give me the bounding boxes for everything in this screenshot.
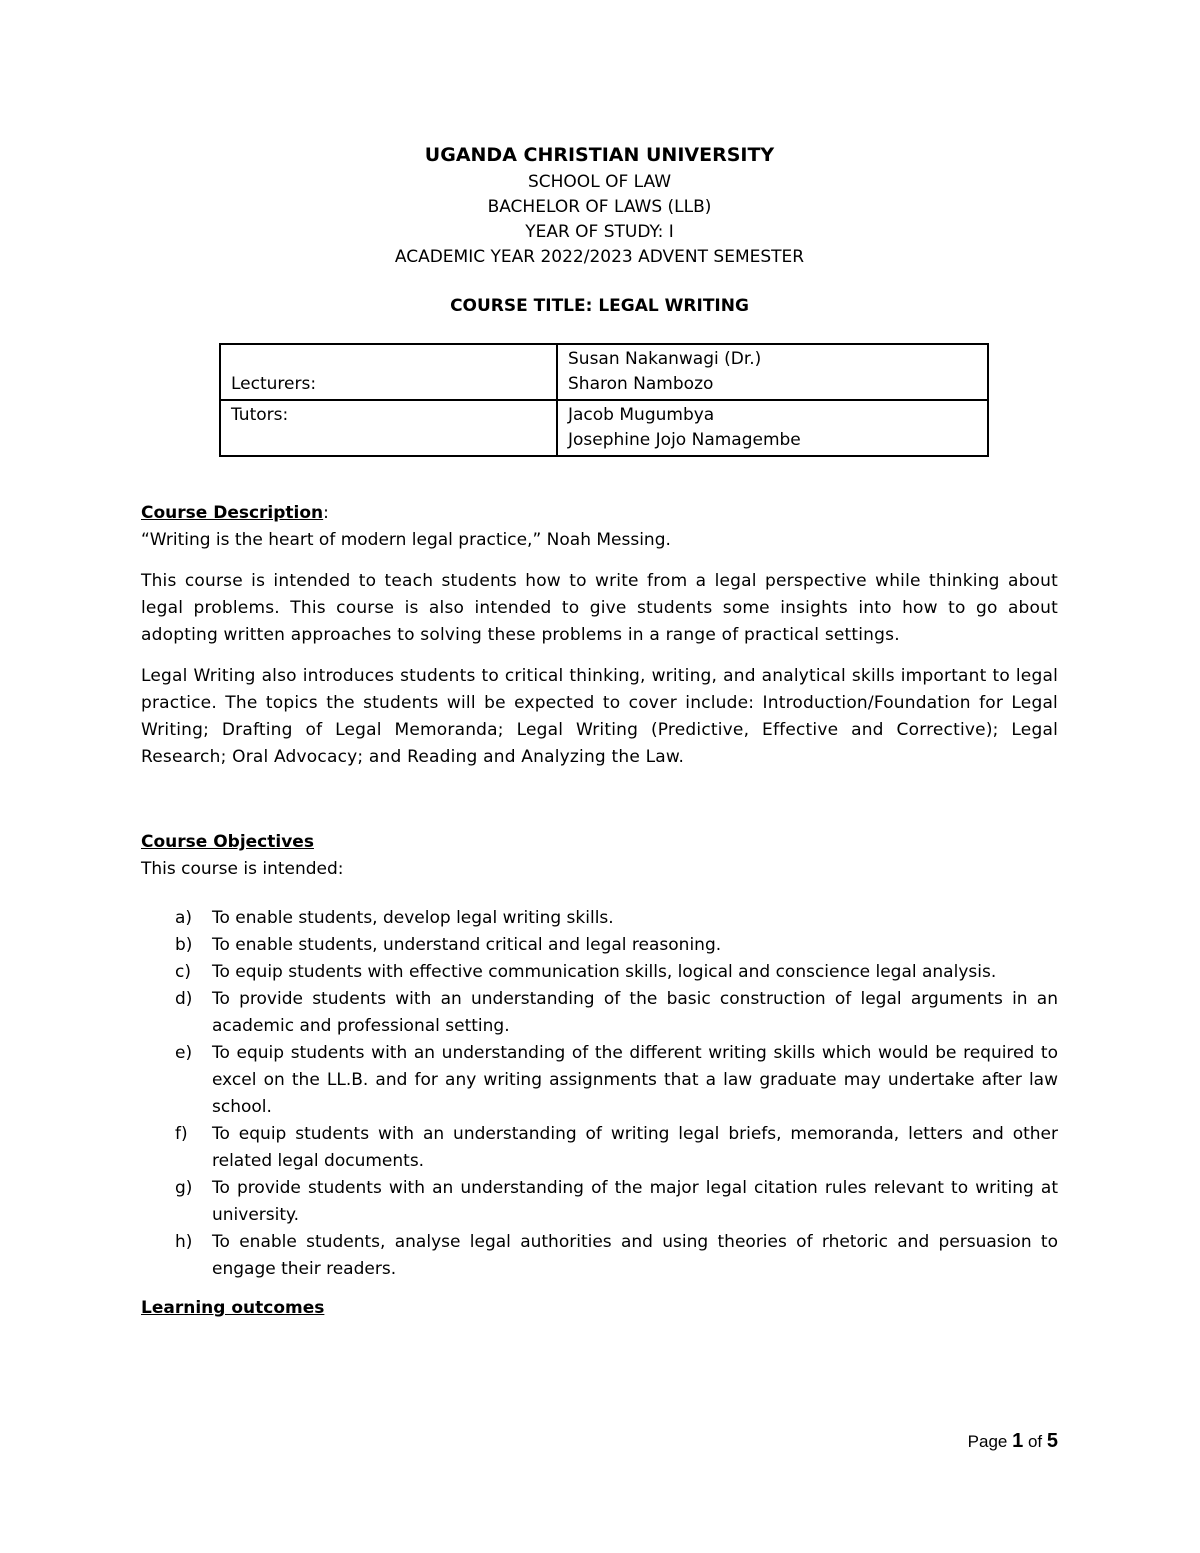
academic-year: ACADEMIC YEAR 2022/2023 ADVENT SEMESTER bbox=[394, 247, 805, 267]
course-description-heading: Course Description bbox=[141, 503, 324, 523]
university-name: UGANDA CHRISTIAN UNIVERSITY bbox=[424, 144, 775, 166]
page-word: Page bbox=[967, 1432, 1008, 1451]
tutor-name: Jacob Mugumbya bbox=[568, 405, 715, 425]
document-body bbox=[141, 500, 1058, 1322]
list-item-text: To enable students, understand critical and legal reasoning. bbox=[212, 935, 722, 955]
page-total: 5 bbox=[1046, 1430, 1058, 1452]
list-item bbox=[141, 986, 1058, 1040]
tutor-name: Josephine Jojo Namagembe bbox=[568, 430, 801, 450]
list-marker: f) bbox=[175, 1124, 188, 1144]
of-word: of bbox=[1027, 1432, 1043, 1451]
list-item-text: To provide students with an understanding of the major legal citation rules relevant to writing at university. bbox=[212, 1178, 1058, 1225]
list-item-text: To equip students with an understanding of the different writing skills which would be required to excel on the LL.B. and for any writing assignments that a law graduate may undertake after law school. bbox=[212, 1043, 1058, 1117]
list-item bbox=[141, 905, 1058, 932]
list-item-text: To enable students, develop legal writing skills. bbox=[212, 908, 614, 928]
list-item bbox=[141, 1229, 1058, 1283]
list-item bbox=[141, 932, 1058, 959]
list-item-text: To enable students, analyse legal authorities and using theories of rhetoric and persuasion to engage their readers. bbox=[212, 1232, 1058, 1279]
list-marker: a) bbox=[175, 908, 193, 928]
list-marker: e) bbox=[175, 1043, 193, 1063]
document-header bbox=[141, 140, 1058, 319]
course-description-heading-line bbox=[141, 500, 1058, 527]
programme-name: BACHELOR OF LAWS (LLB) bbox=[487, 197, 712, 217]
lecturers-row bbox=[220, 344, 988, 400]
learning-outcomes-heading: Learning outcomes bbox=[141, 1298, 325, 1318]
lecturers-cell bbox=[557, 344, 988, 400]
lecturer-name: Sharon Nambozo bbox=[568, 374, 714, 394]
description-paragraph: Legal Writing also introduces students to critical thinking, writing, and analytical skills important to legal practice. The topics the students will be expected to cover include: Introduction/Foundation for Legal Writing; Drafting of Legal Memoranda; Legal Writing (Predictive, Effective and Corrective); Legal Research; Oral Advocacy; and Reading and Analyzing the Law. bbox=[141, 666, 1058, 767]
description-quote: “Writing is the heart of modern legal practice,” Noah Messing. bbox=[141, 530, 671, 550]
list-item bbox=[141, 1175, 1058, 1229]
tutors-label: Tutors: bbox=[220, 400, 557, 456]
list-marker: g) bbox=[175, 1178, 193, 1198]
list-item-text: To provide students with an understanding of the basic construction of legal arguments in an academic and professional setting. bbox=[212, 989, 1058, 1036]
list-item-text: To equip students with an understanding of writing legal briefs, memoranda, letters and other related legal documents. bbox=[212, 1124, 1058, 1171]
heading-colon: : bbox=[323, 503, 329, 523]
course-title: COURSE TITLE: LEGAL WRITING bbox=[450, 296, 749, 316]
document-page bbox=[141, 0, 1058, 1553]
page-number: 1 bbox=[1012, 1430, 1024, 1452]
year-of-study: YEAR OF STUDY: I bbox=[525, 222, 674, 242]
page-footer bbox=[968, 1430, 1058, 1453]
list-item bbox=[141, 1121, 1058, 1175]
list-marker: c) bbox=[175, 962, 191, 982]
description-paragraph: This course is intended to teach students how to write from a legal perspective while thinking about legal problems. This course is also intended to give students some insights into how to go about adopting written approaches to solving these problems in a range of practical settings. bbox=[141, 571, 1058, 645]
list-item bbox=[141, 1040, 1058, 1121]
tutors-cell bbox=[557, 400, 988, 456]
objectives-intro: This course is intended: bbox=[141, 859, 344, 879]
lecturers-label: Lecturers: bbox=[220, 344, 557, 400]
list-item-text: To equip students with effective communication skills, logical and conscience legal analysis. bbox=[212, 962, 997, 982]
school-name: SCHOOL OF LAW bbox=[527, 172, 671, 192]
list-marker: d) bbox=[175, 989, 193, 1009]
course-objectives-heading: Course Objectives bbox=[141, 832, 314, 852]
list-item bbox=[141, 959, 1058, 986]
staff-table bbox=[219, 343, 989, 457]
lecturer-name: Susan Nakanwagi (Dr.) bbox=[568, 349, 762, 369]
list-marker: h) bbox=[175, 1232, 193, 1252]
tutors-row bbox=[220, 400, 988, 456]
objectives-list bbox=[141, 905, 1058, 1283]
list-marker: b) bbox=[175, 935, 193, 955]
